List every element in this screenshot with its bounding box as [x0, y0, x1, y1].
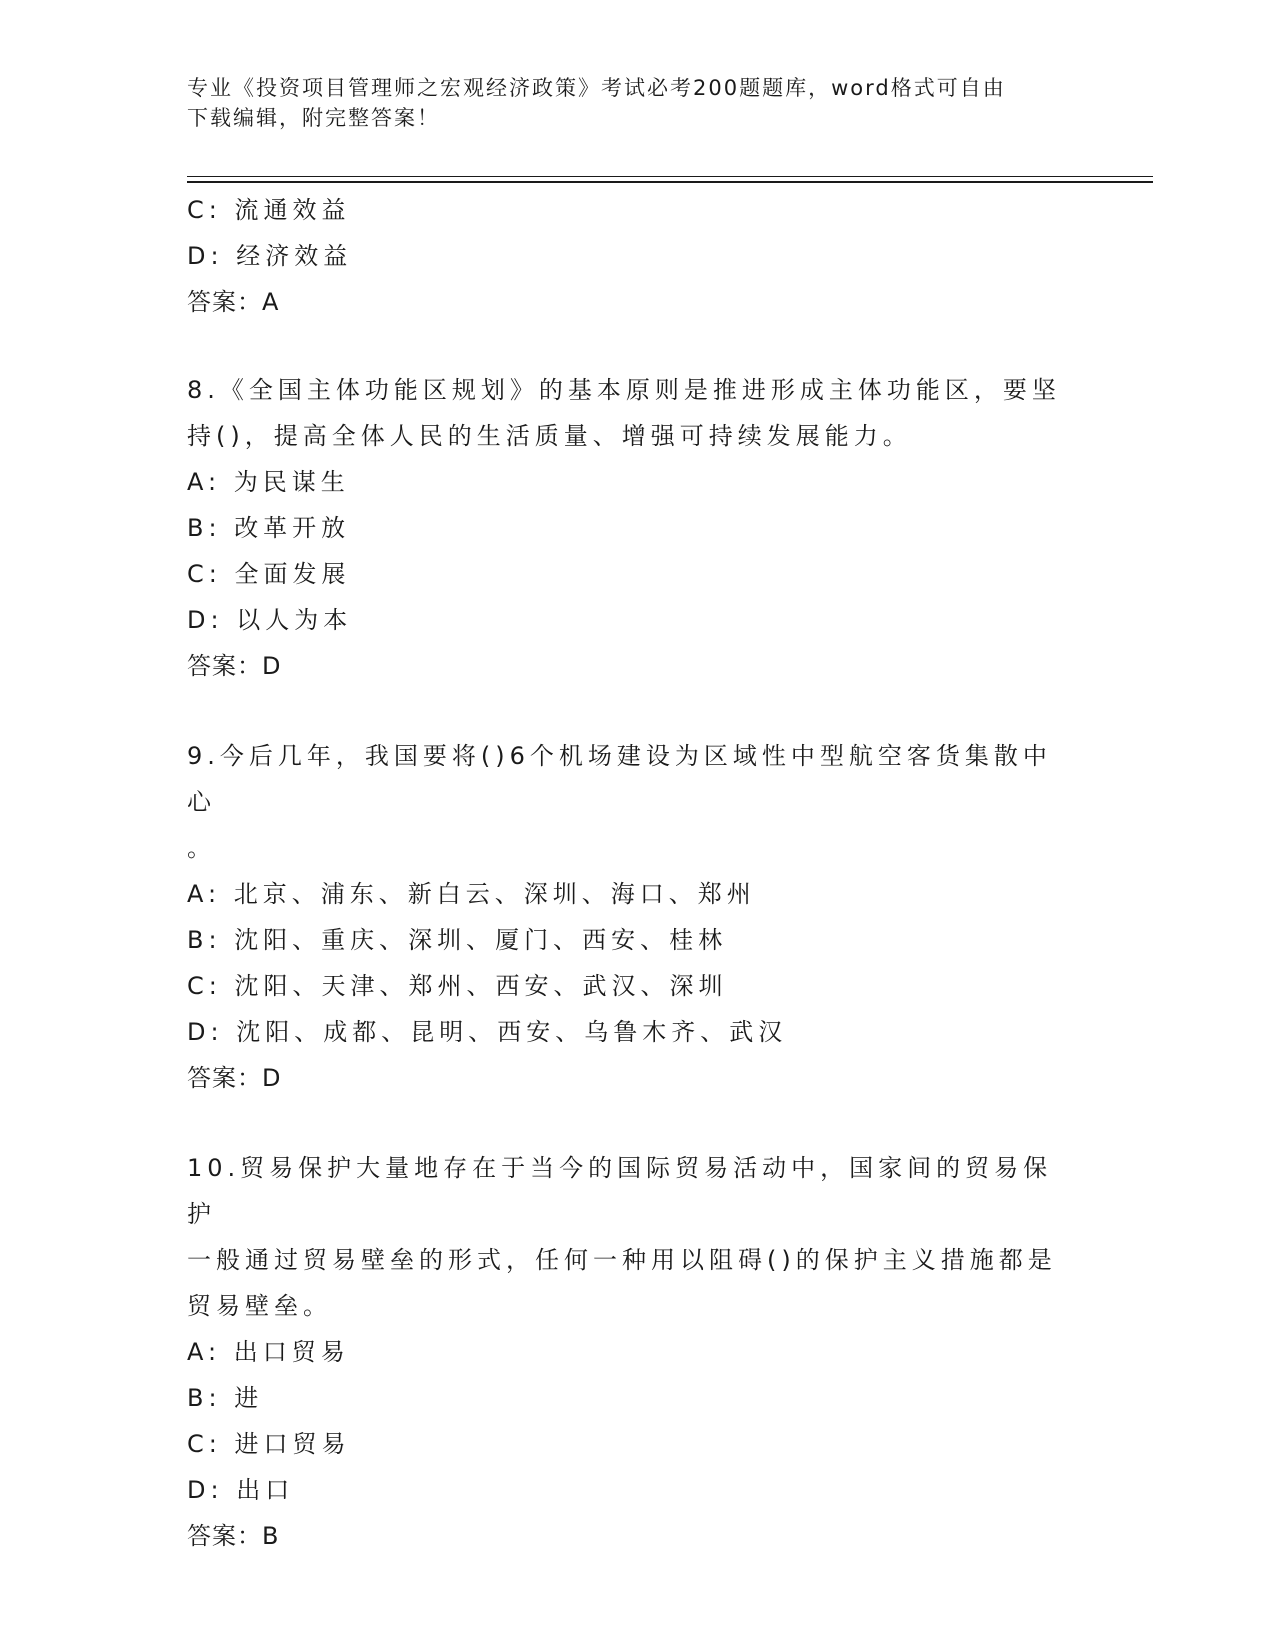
answer-line: 答案：B	[187, 1522, 280, 1550]
question-text	[187, 1145, 1067, 1329]
option-c	[187, 187, 1087, 233]
question-text	[187, 733, 1067, 871]
option-text: 沈阳、天津、郑州、西安、武汉、深圳	[234, 972, 728, 1000]
option-text: 流通效益	[234, 196, 351, 224]
option-c	[187, 1421, 1087, 1467]
question-text-line: 8.《全国主体功能区规划》的基本原则是推进形成主体功能区，要坚	[187, 376, 1061, 404]
question-block-8	[187, 367, 1087, 689]
option-text: 全面发展	[234, 560, 351, 588]
option-text: 进	[234, 1384, 264, 1412]
option-label: C:	[187, 560, 235, 588]
option-a	[187, 871, 1087, 917]
header-line-1: 专业《投资项目管理师之宏观经济政策》考试必考200题题库，word格式可自由	[187, 76, 1006, 100]
option-b	[187, 917, 1087, 963]
question-text-line: 一般通过贸易壁垒的形式，任何一种用以阻碍()的保护主义措施都是	[187, 1246, 1057, 1274]
option-label: B:	[187, 926, 235, 954]
prev-question-block	[187, 187, 1087, 325]
document-header	[187, 73, 1067, 133]
question-text	[187, 367, 1067, 459]
question-block-9	[187, 733, 1087, 1101]
option-label: B:	[187, 1384, 235, 1412]
option-label: A:	[187, 1338, 234, 1366]
option-label: D:	[187, 1018, 237, 1046]
question-text-line: 10.贸易保护大量地存在于当今的国际贸易活动中，国家间的贸易保护	[187, 1154, 1053, 1228]
question-text-line: 9.今后几年，我国要将()6个机场建设为区域性中型航空客货集散中心	[187, 742, 1052, 816]
question-list	[187, 187, 1087, 1559]
option-label: D:	[187, 606, 237, 634]
option-a	[187, 1329, 1087, 1375]
option-text: 出口	[236, 1476, 295, 1504]
option-label: C:	[187, 1430, 235, 1458]
header-line-2: 下载编辑，附完整答案！	[187, 106, 440, 130]
option-c	[187, 963, 1087, 1009]
option-text: 以人为本	[236, 606, 353, 634]
option-a	[187, 459, 1087, 505]
option-text: 经济效益	[236, 242, 353, 270]
option-label: D:	[187, 242, 237, 270]
option-d	[187, 1009, 1087, 1055]
option-d	[187, 233, 1087, 279]
question-text-line: 贸易壁垒。	[187, 1292, 332, 1320]
option-text: 为民谋生	[233, 468, 350, 496]
option-label: C:	[187, 972, 235, 1000]
option-text: 改革开放	[234, 514, 351, 542]
option-text: 北京、浦东、新白云、深圳、海口、郑州	[233, 880, 756, 908]
header-rule-thin	[187, 176, 1153, 177]
answer-line: 答案：D	[187, 652, 282, 680]
question-text-line: 。	[187, 834, 216, 862]
option-d	[187, 597, 1087, 643]
option-c	[187, 551, 1087, 597]
option-label: D:	[187, 1476, 237, 1504]
option-text: 进口贸易	[234, 1430, 351, 1458]
option-text: 出口贸易	[233, 1338, 350, 1366]
option-label: B:	[187, 514, 235, 542]
option-b	[187, 1375, 1087, 1421]
answer-line: 答案：A	[187, 288, 280, 316]
question-block-10	[187, 1145, 1087, 1559]
option-d	[187, 1467, 1087, 1513]
option-label: A:	[187, 468, 234, 496]
option-label: C:	[187, 196, 235, 224]
header-rule-thick	[187, 181, 1153, 183]
option-b	[187, 505, 1087, 551]
option-text: 沈阳、成都、昆明、西安、乌鲁木齐、武汉	[236, 1018, 788, 1046]
option-text: 沈阳、重庆、深圳、厦门、西安、桂林	[234, 926, 728, 954]
question-text-line: 持()，提高全体人民的生活质量、增强可持续发展能力。	[187, 422, 912, 450]
option-label: A:	[187, 880, 234, 908]
answer-line: 答案：D	[187, 1064, 282, 1092]
